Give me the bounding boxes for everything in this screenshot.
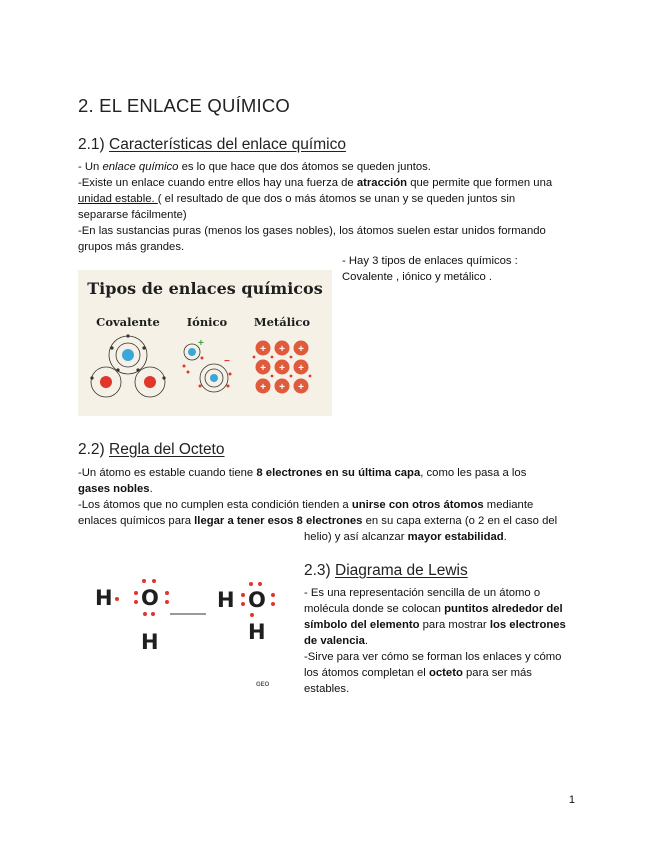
section-title: Diagrama de Lewis (335, 562, 468, 579)
text-line: helio) y así alcanzar mayor estabilidad. (304, 531, 507, 543)
text-line: Covalente , iónico y metálico . (342, 271, 493, 283)
atom-h: H (248, 620, 266, 644)
text-line: -Un átomo es estable cuando tiene 8 electrones en su última capa, como les pasa a los (78, 467, 527, 479)
text-line: estables. (304, 683, 350, 695)
text-line: -Los átomos que no cumplen esta condición tienden a unirse con otros átomos mediante (78, 499, 534, 511)
section-title: Características del enlace químico (109, 136, 346, 153)
plus-sign: + (198, 338, 204, 349)
section-2-2-body (78, 465, 583, 529)
text-line: - Un enlace químico es lo que hace que dos átomos se queden juntos. (78, 161, 431, 173)
metallic-lattice (253, 341, 312, 394)
svg-text:+: + (260, 363, 266, 374)
atom-h: H (141, 630, 159, 654)
svg-text:+: + (298, 363, 304, 374)
bond-types-illustration (78, 270, 332, 416)
svg-text:+: + (279, 382, 285, 393)
svg-text:+: + (260, 382, 266, 393)
text-line: grupos más grandes. (78, 241, 185, 253)
text-line: molécula donde se colocan puntitos alrededor del (304, 603, 563, 615)
text-line: - Es una representación sencilla de un átomo o (304, 587, 541, 599)
section-2-1-body (78, 159, 578, 255)
section-2-2-heading (78, 441, 225, 459)
lewis-water-illustration (78, 548, 294, 694)
section-title: Regla del Octeto (109, 441, 225, 458)
minus-sign: − (224, 356, 230, 367)
svg-text:+: + (279, 344, 285, 355)
illustration-title: Tipos de enlaces químicos (87, 279, 323, 298)
text-line: símbolo del elemento para mostrar los electrones (304, 619, 566, 631)
text-line: de valencia. (304, 635, 369, 647)
text-line: separarse fácilmente) (78, 209, 187, 221)
section-2-3-heading (304, 562, 468, 580)
section-number: 2.1) (78, 136, 105, 153)
covalent-nucleus (122, 349, 134, 361)
page-number: 1 (568, 794, 575, 806)
ionic-nucleus (188, 348, 196, 356)
ionic-nucleus (210, 374, 218, 382)
text-line: -Existe un enlace cuando entre ellos hay una fuerza de atracción que permite que formen una (78, 177, 553, 189)
covalent-nucleus (100, 376, 112, 388)
section-2-1-heading (78, 136, 346, 154)
section-2-3-body (304, 585, 584, 697)
atom-h: H (95, 586, 113, 610)
covalent-nucleus (144, 376, 156, 388)
atom-o: O (141, 586, 159, 610)
label-ionico: Iónico (186, 315, 228, 329)
brand-logo: GEO (256, 682, 270, 688)
text-line: -En las sustancias puras (menos los gases nobles), los átomos suelen estar unidos formando (78, 225, 546, 237)
label-metalico: Metálico (253, 315, 311, 329)
svg-text:+: + (298, 382, 304, 393)
section-number: 2.2) (78, 441, 105, 458)
text-line: gases nobles. (78, 483, 153, 495)
svg-text:+: + (260, 344, 266, 355)
text-line: unidad estable. ( el resultado de que dos o más átomos se unan y se queden juntos sin (78, 193, 516, 205)
bond-types-note (342, 253, 518, 285)
svg-text:+: + (279, 363, 285, 374)
atom-h: H (217, 588, 235, 612)
atom-o: O (248, 588, 266, 612)
text-line: - Hay 3 tipos de enlaces químicos : (342, 255, 518, 267)
section-2-2-body-end (304, 529, 507, 545)
svg-text:+: + (298, 344, 304, 355)
section-number: 2.3) (304, 562, 331, 579)
text-line: -Sirve para ver cómo se forman los enlaces y cómo (304, 651, 562, 663)
text-line: los átomos completan el octeto para ser más (304, 667, 532, 679)
label-covalente: Covalente (96, 315, 160, 329)
page-title: 2. EL ENLACE QUÍMICO (78, 95, 291, 116)
text-line: enlaces químicos para llegar a tener esos 8 electrones en su capa externa (o 2 en el caso del (78, 515, 558, 527)
